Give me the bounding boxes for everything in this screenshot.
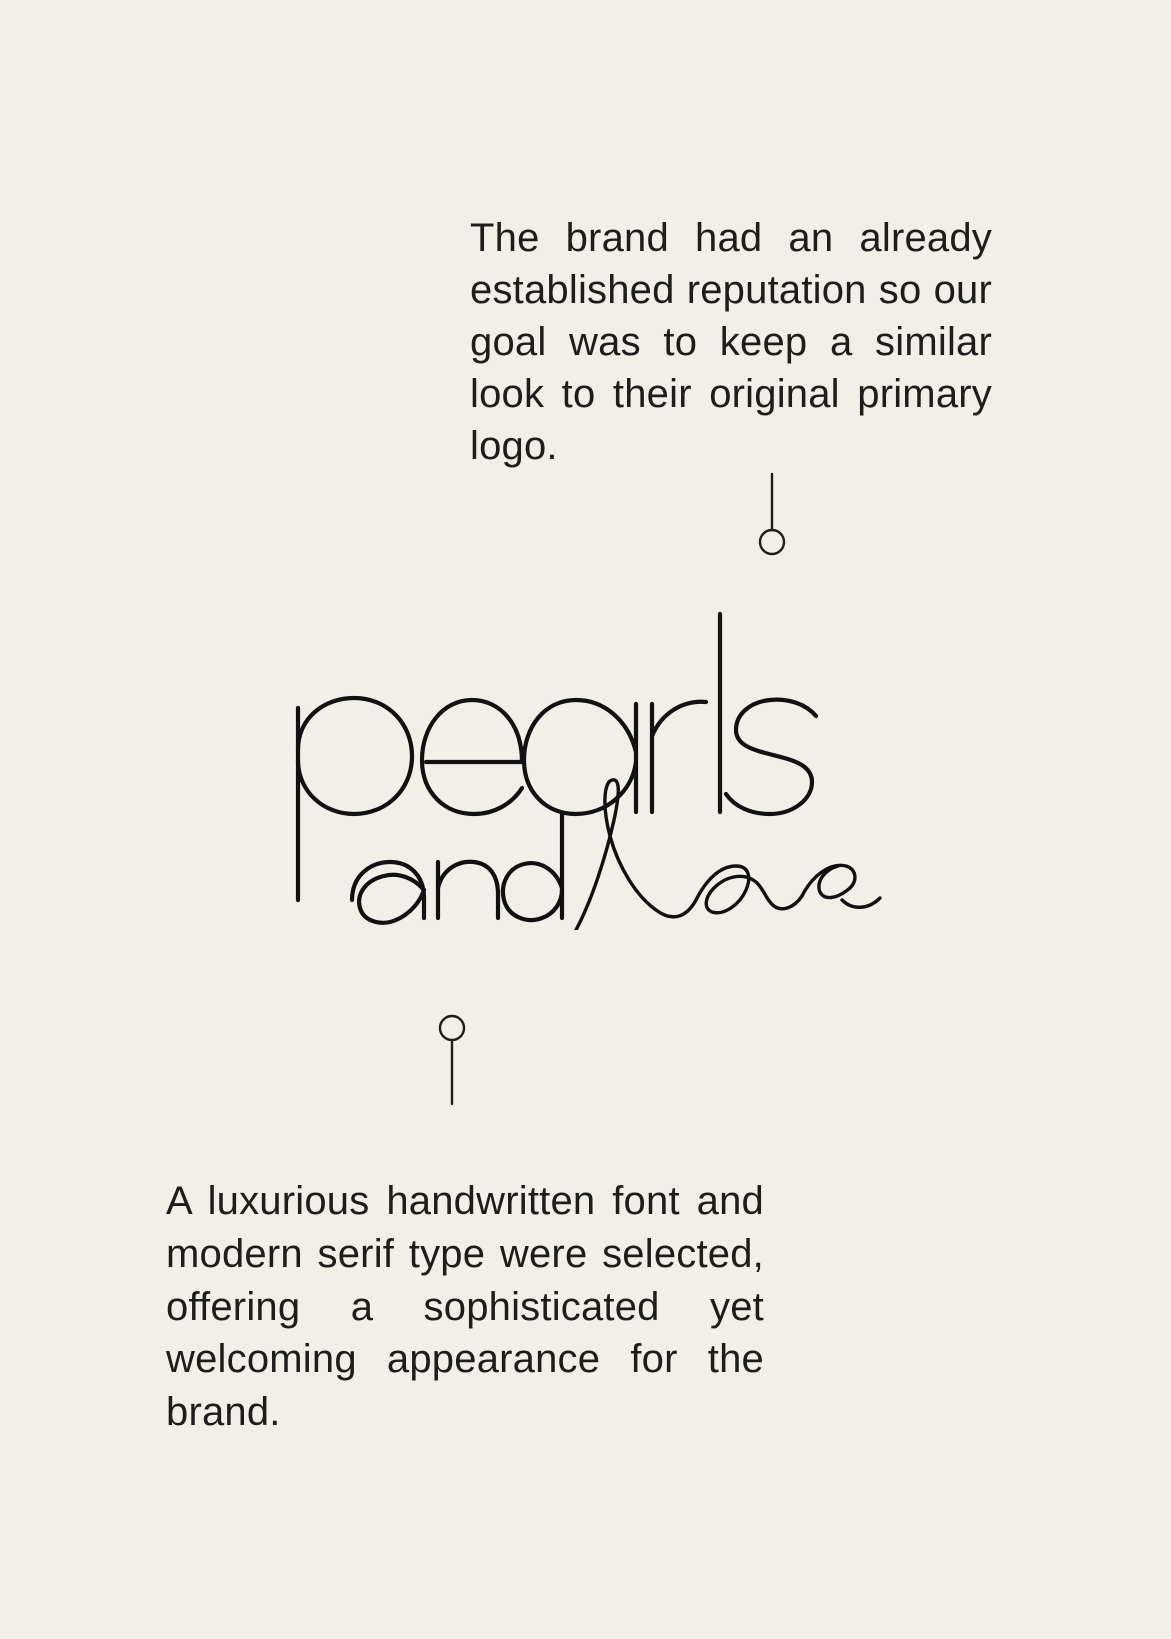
top-pointer-icon — [742, 472, 802, 562]
brand-logo-lockup — [0, 600, 1171, 980]
logo-artwork — [276, 600, 896, 930]
bottom-description-paragraph: A luxurious handwritten font and modern serif type were selected, offering a sophisticated yet welcoming appearance for the brand. — [166, 1179, 764, 1435]
top-description-paragraph: The brand had an already established reputation so our goal was to keep a similar look to their original primary logo. — [470, 216, 992, 468]
bottom-pointer-icon — [422, 1012, 482, 1108]
